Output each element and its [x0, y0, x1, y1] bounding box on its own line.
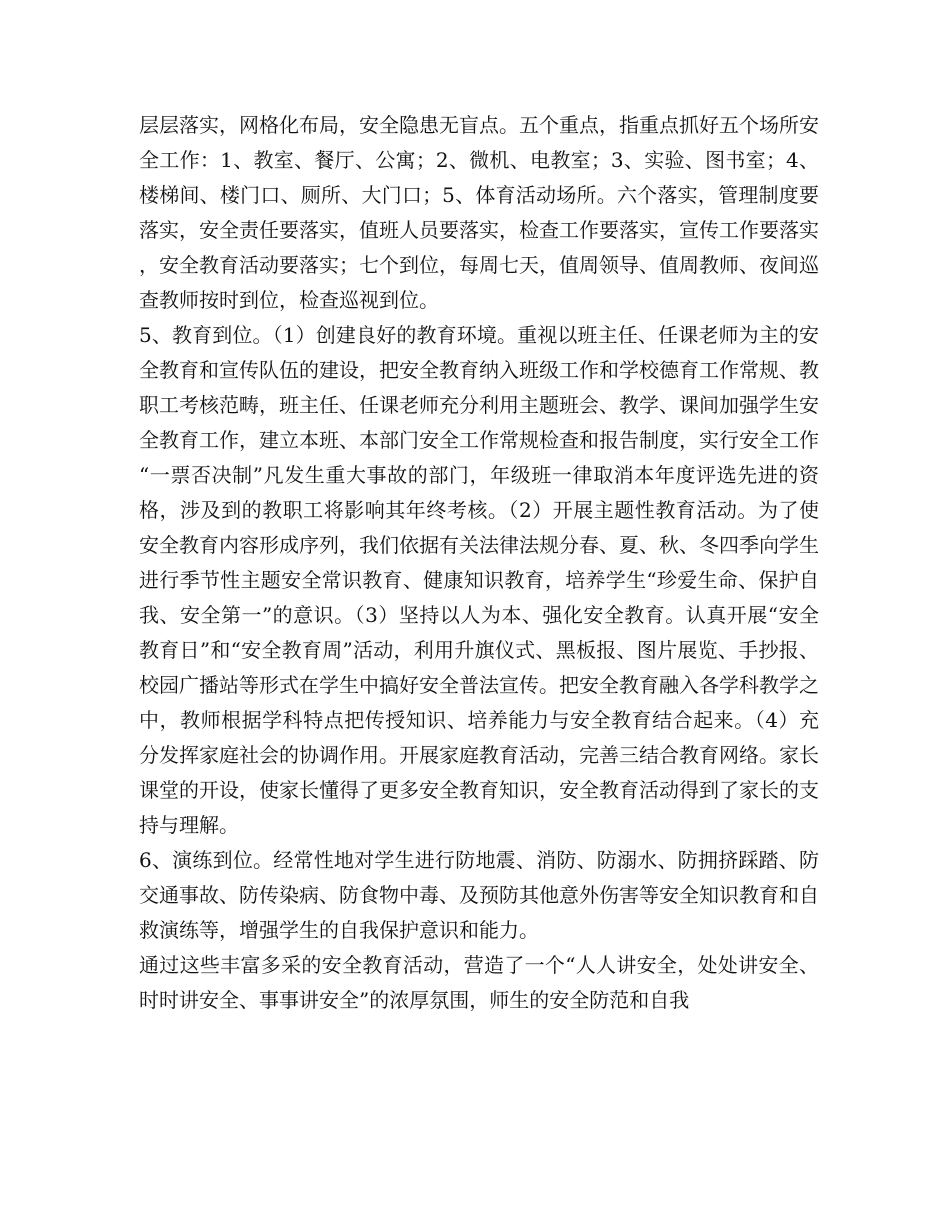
paragraph-grid-management: 层层落实，网格化布局，安全隐患无盲点。五个重点，指重点抓好五个场所安全工作：1、教室、餐厅、公寓；2、微机、电教室；3、实验、图书室；4、楼梯间、楼门口、厕所、大门口；5、体育活动场所。六个落实，管理制度要落实，安全责任要落实，值班人员要落实，检查工作要落实，宣传工作要落实，安全教育活动要落实；七个到位，每周七天，值周领导、值周教师、夜间巡查教师按时到位，检查巡视到位。	[139, 113, 819, 312]
paragraph-education-in-place: 5、教育到位。（1）创建良好的教育环境。重视以班主任、任课老师为主的安全教育和宣传队伍的建设，把安全教育纳入班级工作和学校德育工作常规、教职工考核范畴，班主任、任课老师充分利用主题班会、教学、课间加强学生安全教育工作，建立本班、本部门安全工作常规检查和报告制度，实行安全工作“一票否决制”凡发生重大事故的部门，年级班一律取消本年度评选先进的资格，涉及到的教职工将影响其年终考核。（2）开展主题性教育活动。为了使安全教育内容形成序列，我们依据有关法律法规分春、夏、秋、冬四季向学生进行季节性主题安全常识教育、健康知识教育，培养学生“珍爱生命、保护自我、安全第一”的意识。（3）坚持以人为本、强化安全教育。认真开展“安全教育日”和“安全教育周”活动，利用升旗仪式、黑板报、图片展览、手抄报、校园广播站等形式在学生中搞好安全普法宣传。把安全教育融入各学科教学之中，教师根据学科特点把传授知识、培养能力与安全教育结合起来。（4）充分发挥家庭社会的协调作用。开展家庭教育活动，完善三结合教育网络。家长课堂的开设，使家长懂得了更多安全教育知识，安全教育活动得到了家长的支持与理解。	[139, 323, 819, 837]
document-body	[139, 108, 819, 1018]
paragraph-drills-in-place: 6、演练到位。经常性地对学生进行防地震、消防、防溺水、防拥挤踩踏、防交通事故、防传染病、防食物中毒、及预防其他意外伤害等安全知识教育和自救演练等，增强学生的自我保护意识和能力。	[139, 848, 819, 942]
paragraph-safety-atmosphere: 通过这些丰富多采的安全教育活动，营造了一个“人人讲安全，处处讲安全、时时讲安全、事事讲安全”的浓厚氛围，师生的安全防范和自我	[139, 953, 819, 1012]
